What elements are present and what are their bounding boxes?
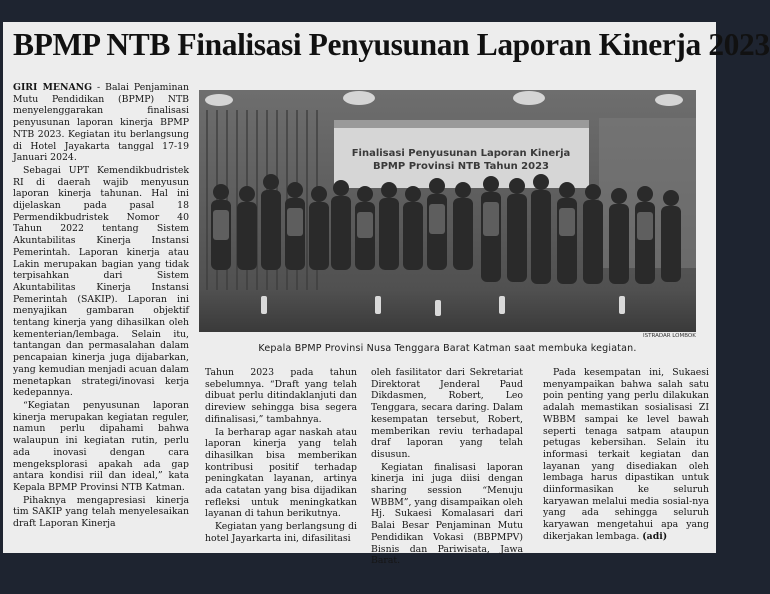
paragraph <box>13 82 189 164</box>
article-photo <box>199 90 696 332</box>
photo-caption: Kepala BPMP Provinsi Nusa Tenggara Barat Katman saat membuka kegiatan. <box>258 343 637 354</box>
banner-title-line1: Finalisasi Penyusunan Laporan Kinerja <box>351 148 571 159</box>
paragraph: “Kegiatan penyusunan laporan kinerja merupakan kegiatan reguler, namun perlu dipahami bahwa walaupun ini kegiatan rutin, perlu ada inovasi dengan cara mengeksplorasi apakah ada gap antara kondisi riil dan ideal,” kata Kepala BPMP Provinsi NTB Katman. <box>13 399 189 493</box>
paragraph: Ia berharap agar naskah atau laporan kinerja yang telah dihasilkan bisa memberikan kontribusi positif terhadap peningkatan layanan, artinya ada catatan yang bisa dijadikan refleksi untuk meningkatkan layanan di tahun berikutnya. <box>205 426 357 520</box>
headline: BPMP NTB Finalisasi Penyusunan Laporan Kinerja 2023 <box>13 27 770 62</box>
paragraph <box>543 367 709 543</box>
paragraph: oleh fasilitator dari Sekretariat Direktorat Jenderal Paud Dikdasmen, Robert, Leo Tenggara, secara daring. Dalam kesempatan tersebut, Robert, memberikan reviu terhadapal draf laporan yang telah disusun. <box>371 367 523 460</box>
paragraph: Kegiatan finalisasi laporan kinerja ini juga diisi dengan sharing session “Menuju WBBM”, yang disampaikan oleh Hj. Sukaesi Komalasari dari Balai Besar Penjaminan Mutu Pendidikan Vokasi (BBPMPV) Bisnis dan Pariwisata, Jawa Barat. <box>371 461 523 567</box>
article-column-1 <box>13 82 189 548</box>
paragraph: Pihaknya mengapresiasi kinerja tim SAKIP yang telah menyelesaikan draft Laporan Kinerja <box>13 494 189 530</box>
paragraph: Sebagai UPT Kemendikbudristek RI di daerah wajib menyusun laporan kinerja tahunan. Hal ini dijelaskan pada pasal 18 Permendikbudristek Nomor 40 Tahun 2022 tentang Sistem Akuntabilitas Kinerja Instansi Pemerintah. Laporan kinerja atau Lakin merupakan bagian yang tidak terpisahkan dari Sistem Akuntabilitas Kinerja Instansi Pemerintah (SAKIP). Laporan ini menyajikan gambaran objektif tentang kinerja yang dihasilkan oleh kementerian/lembaga. Selain itu, tantangan dan permasalahan dalam pencapaian kinerja juga dijabarkan, yang kemudian menjadi acuan dalam menetapkan strategi/inovasi kerja kedepannya. <box>13 164 189 399</box>
photo-credit: ISTRADAR LOMBOK <box>643 333 696 339</box>
article-column-4 <box>543 367 709 547</box>
newspaper-clipping <box>3 22 770 567</box>
paragraph-text: Pada kesempatan ini, Sukaesi menyampaikan bahwa salah satu poin penting yang perlu dilakukan adalah memastikan sosialisasi ZI WBBM sampai ke level bawah seperti tenaga satpam ataupun petugas kebersihan. Selain itu informasi terkait kegiatan dan layanan yang disediakan oleh lembaga harus dipastikan untuk diinformasikan ke seluruh karyawan melalui media sosial-nya yang ada sehingga seluruh karyawan mengetahui apa yang dikerjakan lembaga. <box>543 367 709 542</box>
paragraph: Kegiatan yang berlangsung di hotel Jayarkarta ini, difasilitasi <box>205 521 357 544</box>
banner-title-line2: BPMP Provinsi NTB Tahun 2023 <box>372 161 550 172</box>
article-column-2 <box>205 367 357 547</box>
article-column-3 <box>371 367 523 567</box>
author-initials: (adi) <box>642 530 668 542</box>
dateline: GIRI MENANG <box>13 82 93 93</box>
paragraph: Tahun 2023 pada tahun sebelumnya. “Draft yang telah dibuat perlu ditindaklanjuti dan direview sehingga bisa segera difinalisasi,” tambahnya. <box>205 367 357 425</box>
lead-text: - Balai Penjaminan Mutu Pendidikan (BPMP) NTB menyelenggarakan finalisasi penyusunan laporan kinerja BPMP NTB 2023. Kegiatan itu berlangsung di Hotel Jayakarta tanggal 17-19 Januari 2024. <box>13 82 189 164</box>
